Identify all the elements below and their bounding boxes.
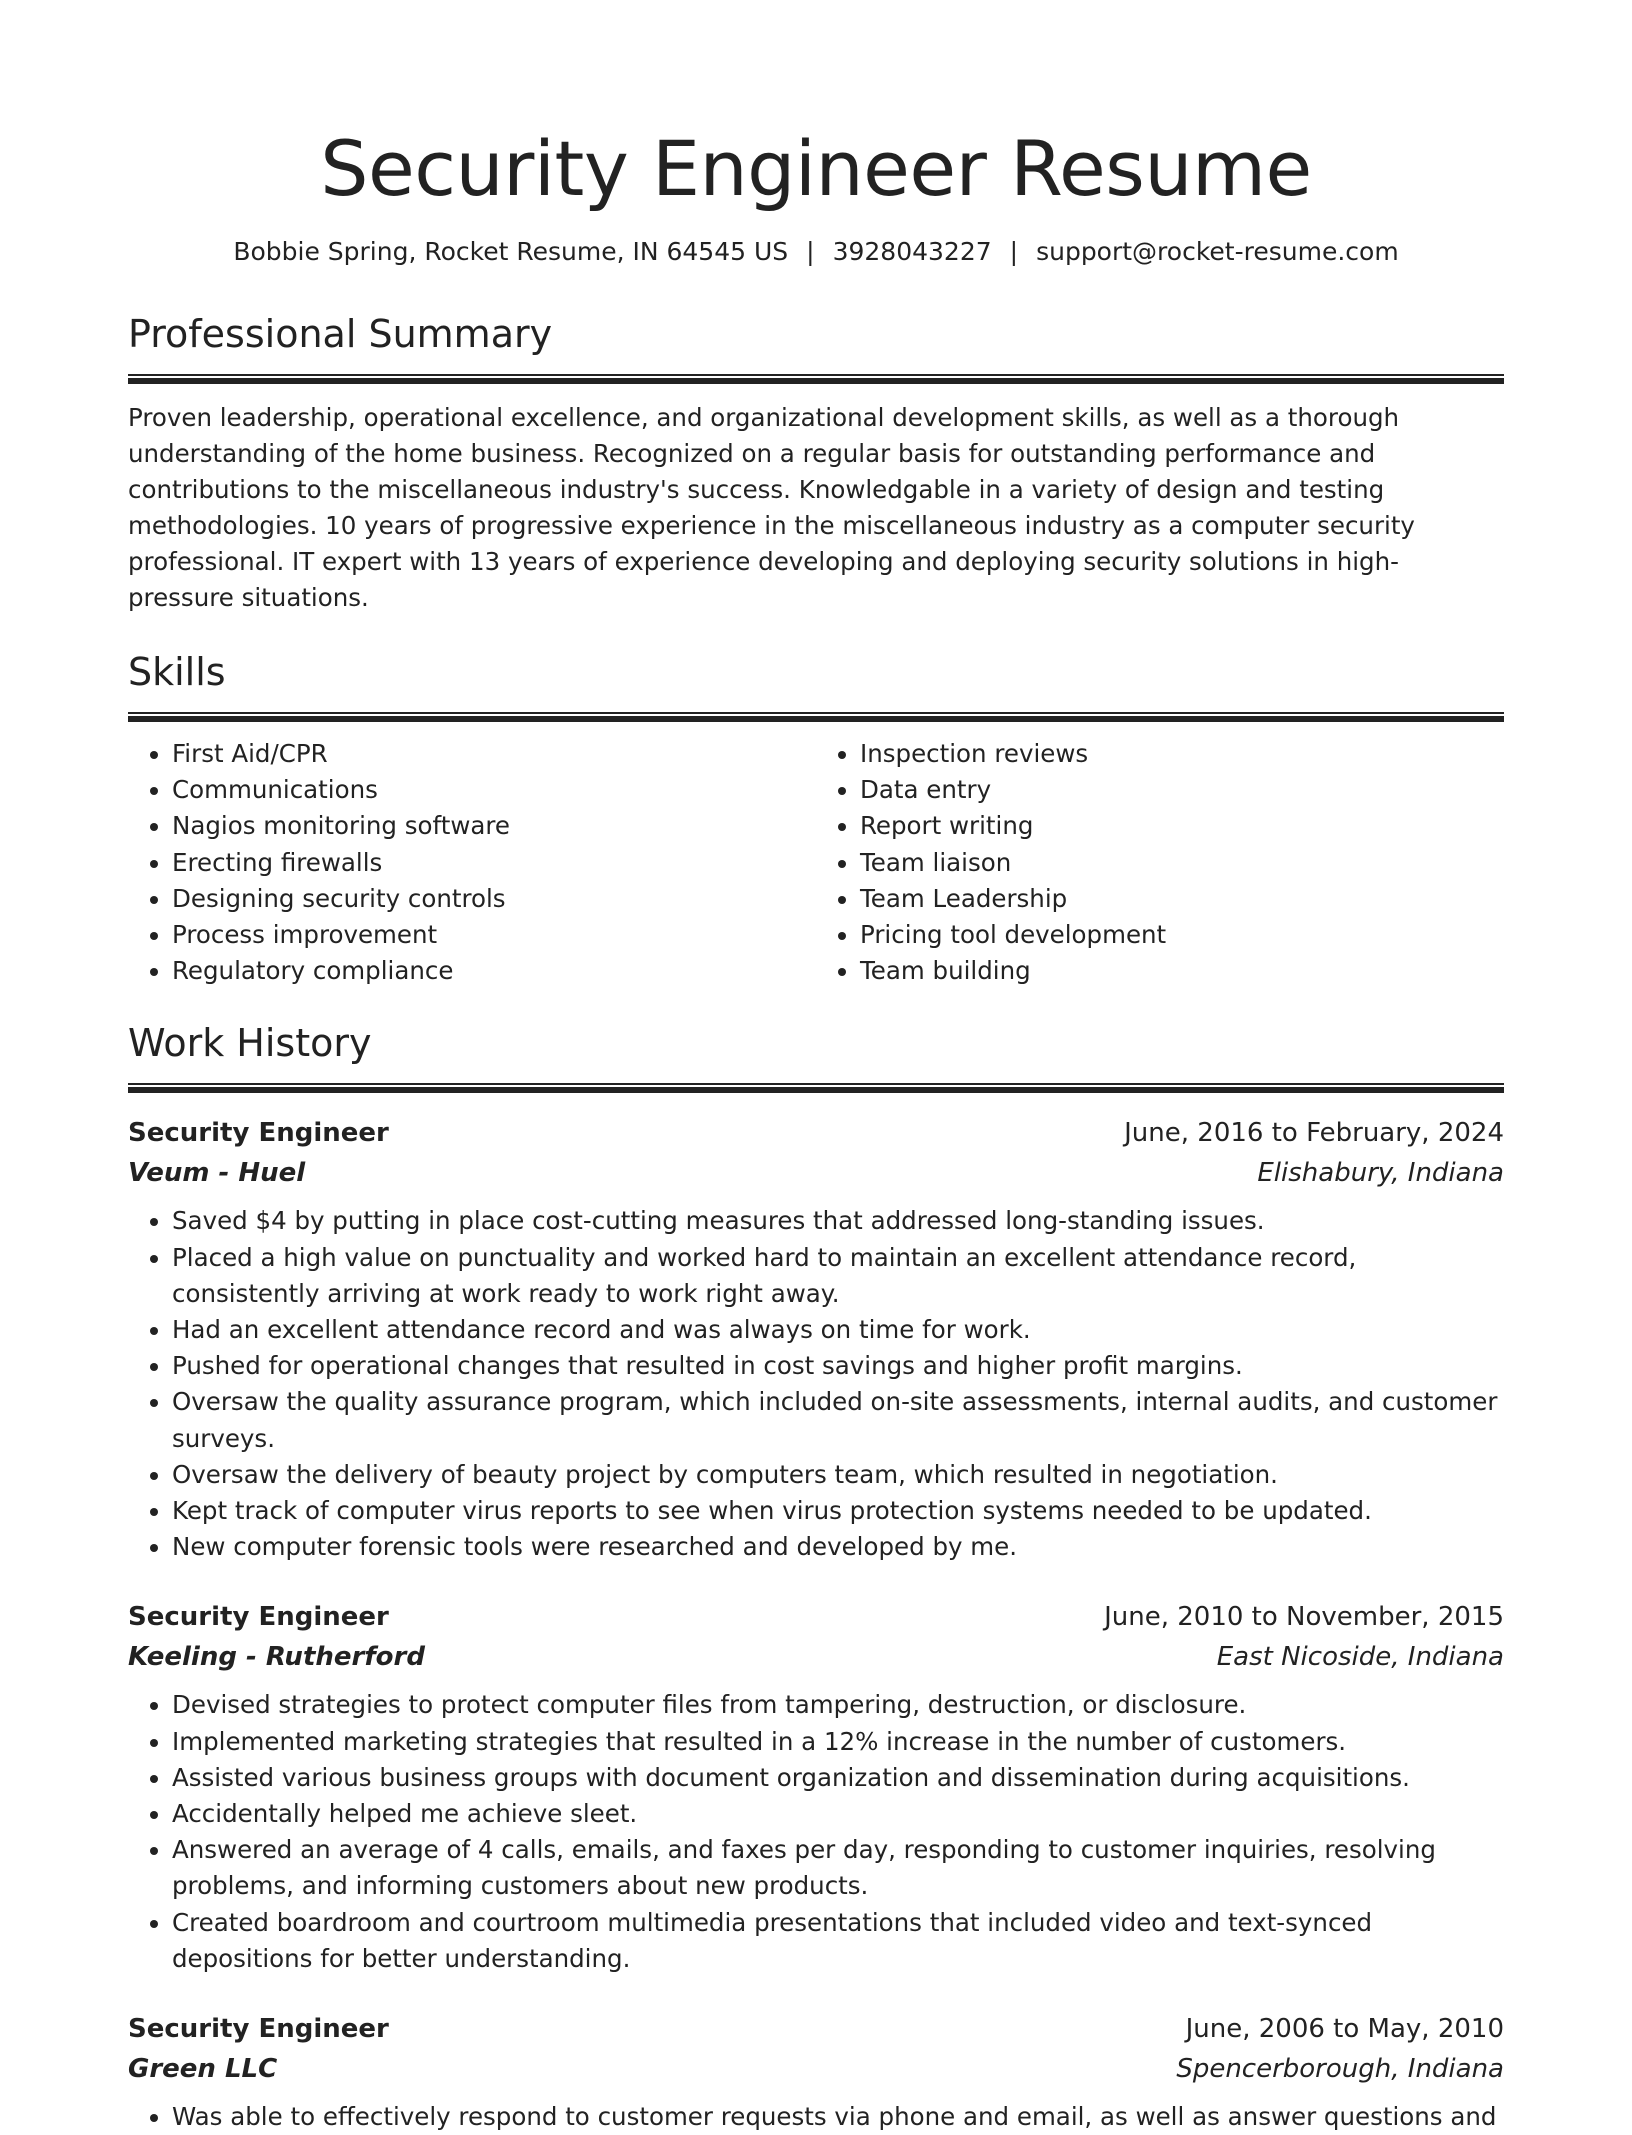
skill-item: • First Aid/CPR: [172, 736, 816, 772]
skill-item: • Data entry: [860, 772, 1504, 808]
job-bullet: • Oversaw the quality assurance program, which included on-site assessments, internal audits, and customer surveys.: [172, 1384, 1504, 1456]
skills-list-left: [128, 736, 816, 989]
job-dates: June, 2006 to May, 2010: [1185, 2014, 1504, 2045]
job-bullet-list: [128, 1687, 1504, 1977]
job-company: Veum - Huel: [128, 1158, 306, 1189]
skill-item: • Designing security controls: [172, 881, 816, 917]
job-entry: [128, 2009, 1504, 2135]
resume-title: Security Engineer Resume: [320, 124, 1312, 213]
section-heading-skills: Skills: [128, 650, 226, 694]
skills-list-right: [816, 736, 1504, 989]
job-title: Security Engineer: [128, 1118, 389, 1149]
job-title: Security Engineer: [128, 2014, 389, 2045]
job-bullet: • Implemented marketing strategies that resulted in a 12% increase in the number of customers.: [172, 1724, 1504, 1760]
skill-item: • Pricing tool development: [860, 917, 1504, 953]
job-bullet: • Kept track of computer virus reports to see when virus protection systems needed to be updated.: [172, 1493, 1504, 1529]
job-bullet: • Devised strategies to protect computer files from tampering, destruction, or disclosure.: [172, 1687, 1504, 1723]
skill-item: • Team Leadership: [860, 881, 1504, 917]
job-dates: June, 2016 to February, 2024: [1124, 1118, 1504, 1149]
job-bullet: • Had an excellent attendance record and was always on time for work.: [172, 1312, 1504, 1348]
skill-item: • Team liaison: [860, 845, 1504, 881]
job-location: Elishabury, Indiana: [1257, 1158, 1504, 1189]
job-bullet: • Answered an average of 4 calls, emails, and faxes per day, responding to customer inquiries, resolving problems, and informing customers about new products.: [172, 1832, 1504, 1904]
contact-separator: |: [806, 237, 815, 266]
job-dates: June, 2010 to November, 2015: [1104, 1602, 1504, 1633]
job-bullet: • Was able to effectively respond to customer requests via phone and email, as well as answer questions and: [172, 2099, 1504, 2135]
contact-separator: |: [1009, 237, 1019, 266]
contact-email[interactable]: support@rocket-resume.com: [1036, 237, 1399, 266]
job-bullet: • Saved $4 by putting in place cost-cutting measures that addressed long-standing issues.: [172, 1203, 1504, 1239]
skills-section: [128, 648, 1504, 989]
job-bullet-list: [128, 2099, 1504, 2135]
skill-item: • Regulatory compliance: [172, 953, 816, 989]
job-bullet: • Placed a high value on punctuality and worked hard to maintain an excellent attendance record, consistently arriving at work ready to work right away.: [172, 1240, 1504, 1312]
job-company: Green LLC: [128, 2054, 278, 2085]
job-bullet: • Pushed for operational changes that resulted in cost savings and higher profit margins.: [172, 1348, 1504, 1384]
skill-item: • Process improvement: [172, 917, 816, 953]
section-heading-summary: Professional Summary: [128, 312, 553, 356]
job-bullet: • Accidentally helped me achieve sleet.: [172, 1796, 1504, 1832]
skill-item: • Inspection reviews: [860, 736, 1504, 772]
skill-item: • Team building: [860, 953, 1504, 989]
skill-item: • Communications: [172, 772, 816, 808]
job-bullet: • Oversaw the delivery of beauty project by computers team, which resulted in negotiation.: [172, 1457, 1504, 1493]
job-company: Keeling - Rutherford: [128, 1642, 425, 1673]
job-bullet: • New computer forensic tools were researched and developed by me.: [172, 1529, 1504, 1565]
skill-item: • Nagios monitoring software: [172, 808, 816, 844]
section-divider: [128, 712, 1504, 722]
work-history-section: [128, 1019, 1504, 2135]
contact-address: Bobbie Spring, Rocket Resume, IN 64545 US: [233, 237, 789, 266]
skills-columns: [128, 736, 1504, 989]
job-bullet: • Assisted various business groups with document organization and dissemination during acquisitions.: [172, 1760, 1504, 1796]
contact-line: [128, 234, 1504, 270]
job-entry: [128, 1597, 1504, 1977]
contact-phone: 3928043227: [832, 237, 992, 266]
skill-item: • Report writing: [860, 808, 1504, 844]
summary-text: Proven leadership, operational excellence, and organizational development skills, as well as a thorough understanding of the home business. Recognized on a regular basis for outstanding performance and contributions to the miscellaneous industry's success. Knowledgable in a variety of design and testing methodologies. 10 years of progressive experience in the miscellaneous industry as a computer security professional. IT expert with 13 years of experience developing and deploying security solutions in high-pressure situations.: [128, 403, 1415, 612]
job-bullet: • Created boardroom and courtroom multimedia presentations that included video and text-synced depositions for better understanding.: [172, 1905, 1504, 1977]
section-divider: [128, 374, 1504, 384]
job-location: East Nicoside, Indiana: [1216, 1642, 1504, 1673]
job-title: Security Engineer: [128, 1602, 389, 1633]
skill-item: • Erecting firewalls: [172, 845, 816, 881]
section-divider: [128, 1083, 1504, 1093]
job-bullet-list: [128, 1203, 1504, 1565]
job-location: Spencerborough, Indiana: [1176, 2054, 1504, 2085]
job-entry: [128, 1113, 1504, 1565]
professional-summary-section: [128, 310, 1504, 616]
section-heading-work: Work History: [128, 1021, 372, 1066]
